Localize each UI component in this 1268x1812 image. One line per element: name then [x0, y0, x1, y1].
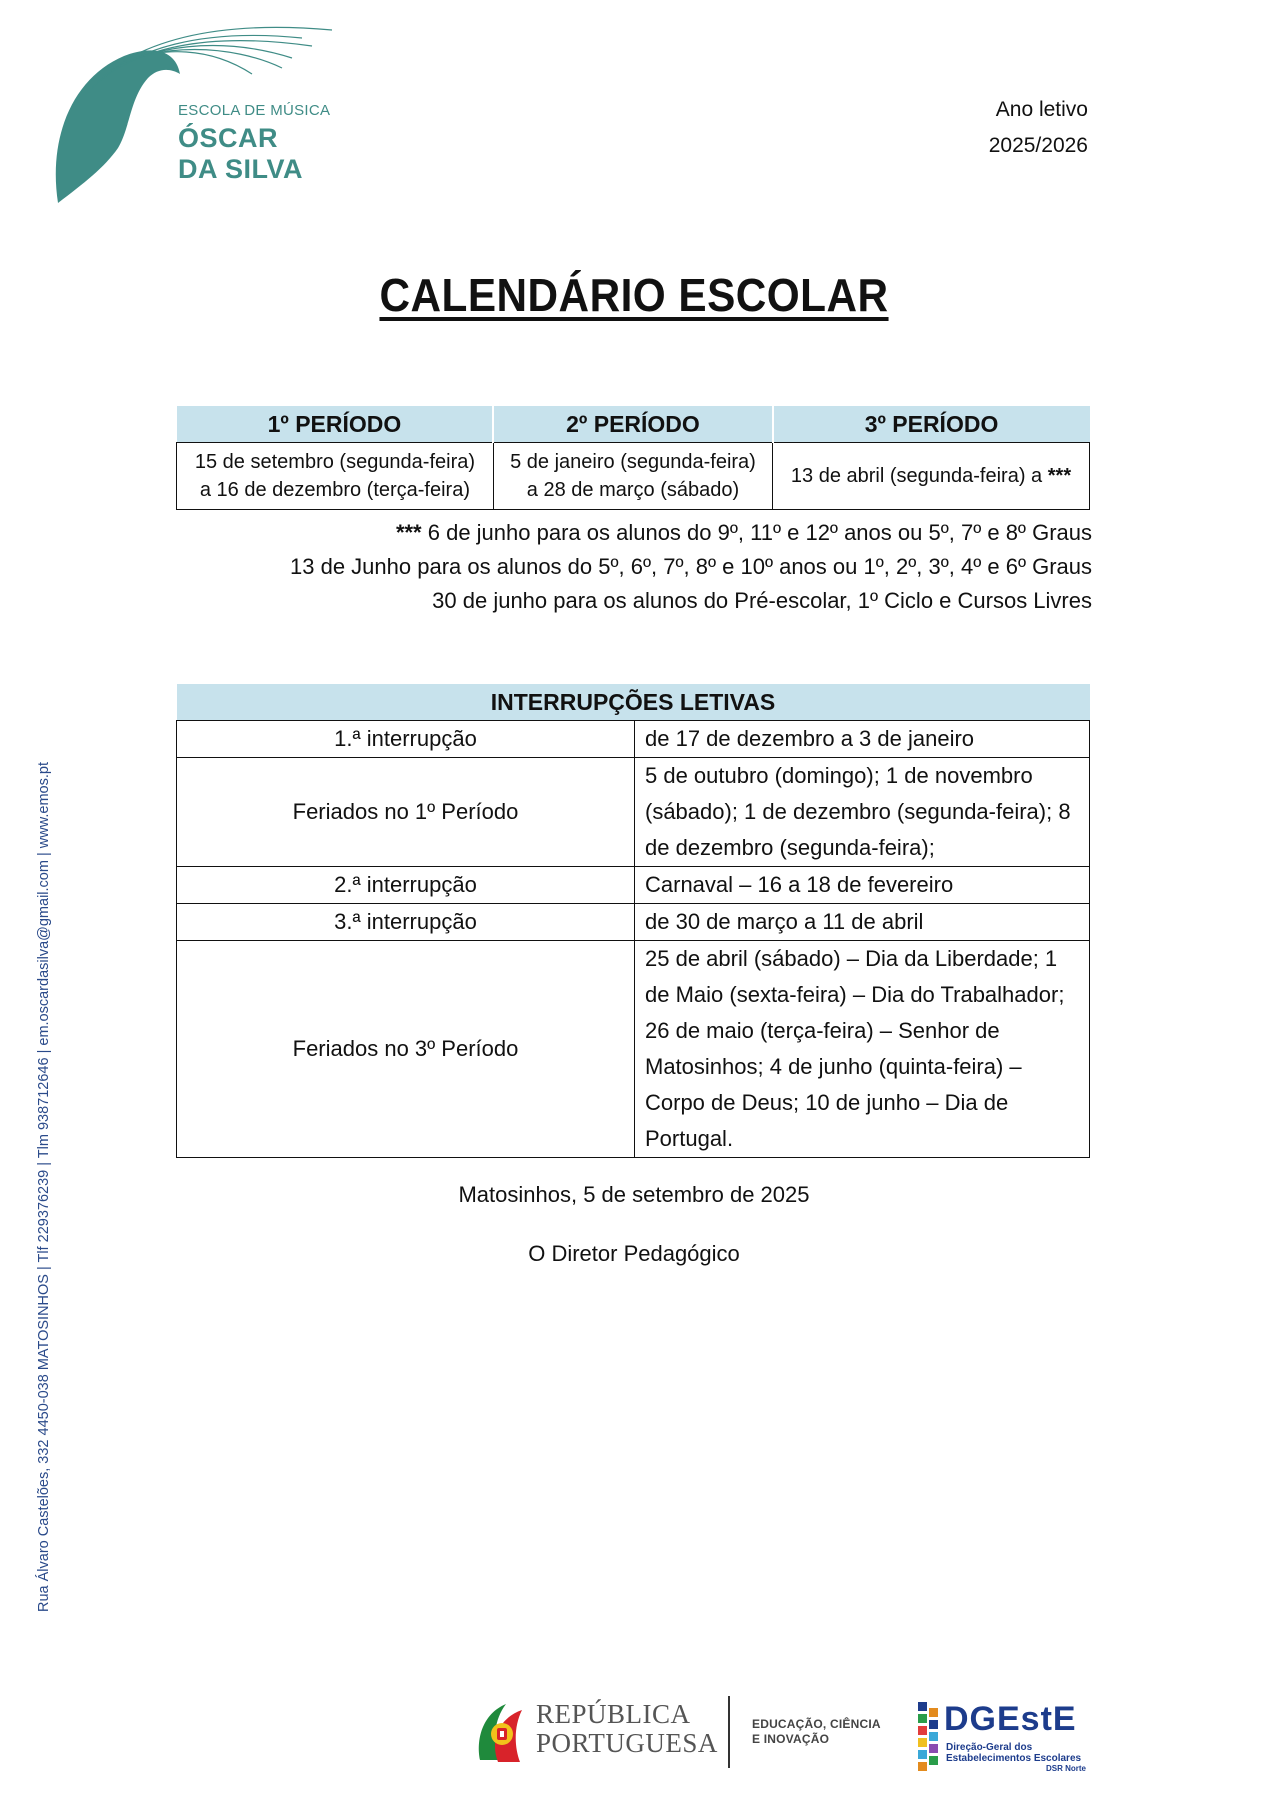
break-value: 25 de abril (sábado) – Dia da Liberdade; 1 de Maio (sexta-feira) – Dia do Trabalhador; 26 de maio (terça-feira) – Senhor de Matosinhos; 4 de junho (quinta-feira) – Corpo de Deus; 10 de junho – Dia de Portugal. — [635, 941, 1090, 1158]
dgeste-title: DGEstE — [944, 1700, 1077, 1738]
period-1-dates — [177, 443, 494, 510]
period-3-start: 13 de abril (segunda-feira) a — [790, 465, 1048, 487]
ministry-line-2: E INOVAÇÃO — [752, 1732, 830, 1746]
table-row — [177, 721, 1090, 758]
dgeste-sub-line-1: Direção-Geral dos — [946, 1742, 1033, 1753]
page-title: CALENDÁRIO ESCOLAR — [379, 269, 889, 321]
periods-table — [176, 406, 1090, 510]
break-label: 2.ª interrupção — [177, 867, 635, 904]
footer-divider — [728, 1696, 730, 1768]
period-end-notes — [290, 516, 1092, 618]
school-year-label: Ano letivo — [995, 98, 1088, 121]
break-label: Feriados no 1º Período — [177, 758, 635, 867]
dgeste-blocks-icon — [918, 1702, 940, 1772]
period-2-dates — [493, 443, 772, 510]
periods-dates-row — [177, 443, 1090, 510]
periods-header-row — [177, 406, 1090, 443]
table-row — [177, 867, 1090, 904]
republica-portuguesa-logo — [536, 1700, 718, 1758]
break-value: de 17 de dezembro a 3 de janeiro — [635, 721, 1090, 758]
breaks-header: INTERRUPÇÕES LETIVAS — [177, 684, 1090, 721]
dgeste-blocks-svg — [918, 1702, 940, 1772]
break-label: Feriados no 3º Período — [177, 941, 635, 1158]
breaks-header-row — [177, 684, 1090, 721]
period-1-start: 15 de setembro (segunda-feira) — [194, 451, 476, 473]
table-row — [177, 941, 1090, 1158]
breaks-table — [176, 684, 1090, 1158]
republica-line-1: REPÚBLICA — [536, 1699, 691, 1729]
table-row — [177, 758, 1090, 867]
table-row — [177, 904, 1090, 941]
school-name-prefix: ESCOLA DE MÚSICA — [178, 102, 331, 119]
period-3-dates — [773, 443, 1090, 510]
school-year — [989, 92, 1088, 164]
school-logo — [52, 18, 352, 208]
note-line-3: 30 de junho para os alunos do Pré-escolar, 1º Ciclo e Cursos Livres — [432, 588, 1092, 613]
period-2-start: 5 de janeiro (segunda-feira) — [510, 451, 756, 473]
dgeste-region: DSR Norte — [1046, 1764, 1087, 1773]
place-date: Matosinhos, 5 de setembro de 2025 — [458, 1182, 810, 1207]
dgeste-subtitle — [946, 1742, 1081, 1764]
break-value: 5 de outubro (domingo); 1 de novembro (sábado); 1 de dezembro (segunda-feira); 8 de dezembro (segunda-feira); — [635, 758, 1090, 867]
break-value: Carnaval – 16 a 18 de fevereiro — [635, 867, 1090, 904]
republica-line-2: PORTUGUESA — [536, 1728, 718, 1758]
period-1-end: a 16 de dezembro (terça-feira) — [199, 479, 471, 501]
period-header-2: 2º PERÍODO — [493, 406, 772, 443]
school-year-value: 2025/2026 — [988, 134, 1088, 157]
period-2-end: a 28 de março (sábado) — [526, 479, 740, 501]
ministry-logo — [752, 1717, 881, 1747]
school-name-line1: ÓSCAR — [178, 123, 279, 153]
break-label: 3.ª interrupção — [177, 904, 635, 941]
ministry-line-1: EDUCAÇÃO, CIÊNCIA — [752, 1717, 881, 1731]
note-line-1 — [290, 516, 1092, 550]
period-3-asterisks: *** — [1047, 465, 1072, 487]
period-header-3: 3º PERÍODO — [773, 406, 1090, 443]
note-line-1-text: 6 de junho para os alunos do 9º, 11º e 12º anos ou 5º, 7º e 8º Graus — [421, 520, 1092, 545]
republica-emblem-svg — [476, 1700, 524, 1766]
note-line-2: 13 de Junho para os alunos do 5º, 6º, 7º, 8º e 10º anos ou 1º, 2º, 3º, 4º e 6º Graus — [290, 554, 1092, 579]
signatory: O Diretor Pedagógico — [528, 1241, 740, 1266]
dgeste-sub-line-2: Estabelecimentos Escolares — [946, 1753, 1082, 1764]
break-label: 1.ª interrupção — [177, 721, 635, 758]
school-name-line2: DA SILVA — [178, 154, 303, 184]
note-asterisks: *** — [395, 520, 422, 545]
contact-sidebar: Rua Álvaro Castelões, 332 4450-038 MATOSINHOS | Tlf 229376239 | Tlm 938712646 | em.oscardasilva@gmail.com | www.emos.pt — [36, 762, 52, 1612]
period-header-1: 1º PERÍODO — [177, 406, 494, 443]
break-value: de 30 de março a 11 de abril — [635, 904, 1090, 941]
republica-emblem-icon — [476, 1700, 524, 1766]
